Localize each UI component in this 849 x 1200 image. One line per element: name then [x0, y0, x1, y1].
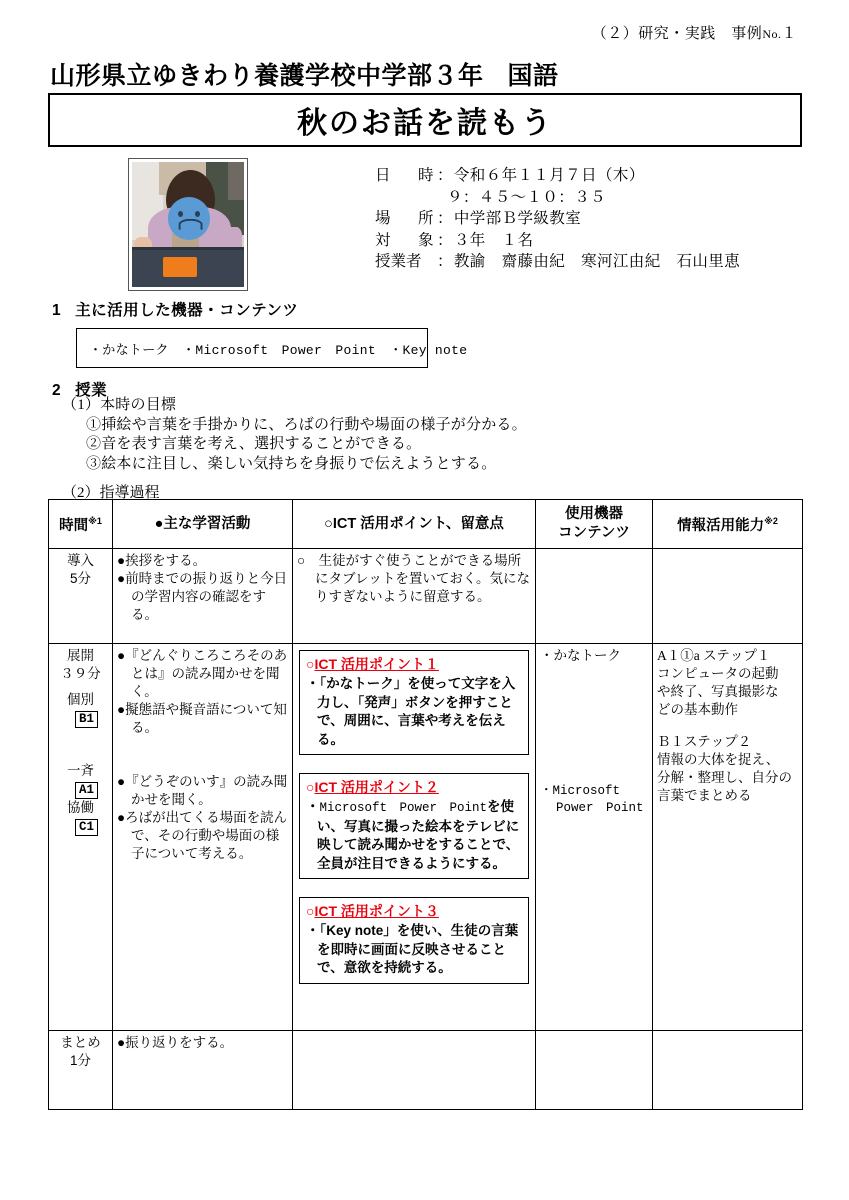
- activity-item: ●ろばが出てくる場面を読んで、その行動や場面の様子について考える。: [117, 810, 288, 861]
- skill-badge-a1: A1: [75, 782, 98, 799]
- activity-item: ●『どうぞのいす』の読み聞かせを聞く。: [117, 774, 288, 807]
- activity-item: ●挨拶をする。: [117, 553, 207, 568]
- time-duration: 5分: [69, 571, 91, 586]
- cell-skill-intro: [653, 549, 803, 644]
- equipment-list: ・かなトーク ・Microsoft Power Point ・Key note: [89, 342, 468, 358]
- time-duration: ３９分: [60, 666, 101, 681]
- ict-point-title-2: [306, 778, 522, 796]
- skill-line: 言葉でまとめる: [657, 788, 752, 803]
- cell-ict-summary: [293, 1031, 536, 1110]
- smiley-eye-right-icon: [195, 211, 200, 217]
- info-row-target: 対 象：３年 １名: [375, 230, 740, 252]
- ict-point-title-text: ICT 活用ポイント１: [314, 656, 439, 672]
- ict-point-body-2: ・Microsoft Power Pointを使い、写真に撮った絵本をテレビに映して読み聞かせをすることで、全員が注目できるようにする。: [306, 799, 520, 871]
- table-row-intro: [49, 549, 803, 644]
- case-number: [592, 22, 797, 43]
- header-time: [49, 500, 113, 549]
- table-row-summary: [49, 1031, 803, 1110]
- mode-label-individual: 個別: [67, 692, 94, 707]
- table-header-row: [49, 500, 803, 549]
- lesson-plan-table: [48, 499, 803, 1110]
- section-2-title: 授業: [75, 382, 108, 399]
- header-skill: [653, 500, 803, 549]
- skill-line: A１①a ステップ１: [657, 648, 771, 663]
- lesson-title-box: [48, 93, 802, 147]
- header-ict: ○ICT 活用ポイント、留意点: [293, 500, 536, 549]
- info-label-place: 場 所: [375, 210, 440, 227]
- info-value-teachers: 教諭 齋藤由紀 寒河江由紀 石山里恵: [453, 253, 741, 270]
- smiley-eye-left-icon: [178, 211, 183, 217]
- cell-ict-main: [293, 644, 536, 1031]
- activity-item: ●振り返りをする。: [117, 1035, 234, 1050]
- activity-item: ●前時までの振り返りと今日の学習内容の確認をする。: [117, 571, 288, 622]
- cell-activity-main: [113, 644, 293, 1031]
- cell-device-summary: [536, 1031, 653, 1110]
- info-label-target: 対 象: [375, 231, 440, 249]
- ict-point-box-1: [299, 650, 529, 755]
- case-number-no-label: No.: [762, 27, 782, 41]
- skill-line: 分解・整理し、自分の: [657, 770, 792, 785]
- activity-item: ●『どんぐりころころそのあとは』の読み聞かせを聞く。: [117, 648, 288, 699]
- skill-line: Ｂ１ステップ２: [657, 734, 752, 749]
- ict-point-marker-icon: ○: [306, 903, 315, 919]
- process-label: （2）指導過程: [62, 485, 160, 501]
- smiley-mouth-icon: [179, 219, 203, 230]
- time-phase-label: 導入: [67, 553, 94, 568]
- header-device-line2: コンテンツ: [558, 525, 630, 541]
- device-item: ・Microsoft: [540, 784, 621, 798]
- header-device: [536, 500, 653, 549]
- school-name: 山形県立ゆきわり養護学校中学部３年: [50, 62, 484, 90]
- info-row-date: 日 時：令和６年１１月７日（木）: [375, 165, 740, 187]
- skill-line: 情報の大体を捉え、: [657, 752, 780, 767]
- ict-point-body-2-text: を使い、写真に撮った絵本をテレビに映して読み聞かせをすることで、全員が注目できるようにする。: [317, 799, 520, 871]
- skill-badge-c1: C1: [75, 819, 98, 836]
- info-value-time: ９：４５〜１０：３５: [447, 188, 607, 206]
- cell-activity-summary: [113, 1031, 293, 1110]
- section-1-heading: [52, 298, 298, 320]
- info-value-target: ３年 １名: [453, 231, 534, 249]
- table-row-main: [49, 644, 803, 1031]
- objective-item: ①挿絵や言葉を手掛かりに、ろばの行動や場面の様子が分かる。: [86, 416, 527, 433]
- ict-point-title-1: [306, 655, 522, 673]
- mode-label-collaborative: 協働: [67, 800, 94, 815]
- cell-device-main: [536, 644, 653, 1031]
- skill-line: や終了、写真撮影な: [657, 684, 779, 699]
- lesson-info-list: [375, 165, 740, 273]
- ict-point-body-1: ・「かなトーク」を使って文字を入力し、「発声」ボタンを押すことで、周囲に、言葉や考えを伝える。: [306, 676, 516, 747]
- header-time-label: 時間: [59, 517, 89, 534]
- classroom-photo: [128, 158, 248, 291]
- header-time-footnote: ※1: [88, 516, 102, 527]
- ict-point-box-3: [299, 897, 529, 984]
- case-number-value: １: [781, 26, 797, 42]
- subject-name: 国語: [507, 63, 559, 90]
- section-1-title: 主に活用した機器・コンテンツ: [75, 302, 299, 319]
- time-duration: 1分: [69, 1053, 91, 1068]
- info-label-teachers: 授業者: [375, 253, 422, 270]
- privacy-mask-smiley-icon: [168, 197, 211, 240]
- photo-background-right-upper: [228, 162, 244, 200]
- cell-time-summary: [49, 1031, 113, 1110]
- ict-point-title-3: [306, 902, 522, 920]
- info-row-time: [375, 187, 740, 209]
- photo-content: [132, 162, 244, 287]
- ict-note: ○ 生徒がすぐ使うことができる場所にタブレットを置いておく。気になりすぎないように留意する。: [297, 553, 531, 604]
- objectives-label: （1）本時の目標: [62, 397, 177, 413]
- objectives-block: [52, 396, 527, 474]
- skill-line: コンピュータの起動: [657, 666, 779, 681]
- skill-line: どの基本動作: [657, 702, 738, 717]
- objective-item: ②音を表す言葉を考え、選択することができる。: [86, 436, 422, 452]
- time-phase-label: 展開: [67, 648, 94, 663]
- case-number-text: （２）研究・実践 事例: [591, 26, 763, 42]
- info-row-place: 場 所：中学部Ｂ学級教室: [375, 208, 740, 230]
- ict-point-box-2: [299, 773, 529, 879]
- cell-time-intro: [49, 549, 113, 644]
- section-2-number: 2: [52, 382, 62, 399]
- cell-activity-intro: [113, 549, 293, 644]
- info-label-date: 日 時: [375, 167, 440, 184]
- ict-point-body-2-app: Microsoft Power Point: [319, 801, 488, 815]
- photo-tablet-stand: [163, 257, 197, 277]
- header-device-line1: 使用機器: [565, 506, 623, 522]
- equipment-box: [76, 328, 468, 368]
- cell-skill-main: [653, 644, 803, 1031]
- lesson-title: 秋のお話を読もう: [297, 107, 553, 140]
- device-item-cont: Power Point: [556, 801, 644, 815]
- header-skill-label: 情報活用能力: [677, 517, 765, 534]
- activity-item: ●擬態語や擬音語について知る。: [117, 702, 287, 735]
- section-1-number: 1: [52, 302, 62, 319]
- mode-label-whole-class: 一斉: [67, 763, 94, 778]
- ict-point-title-text: ICT 活用ポイント３: [314, 903, 439, 919]
- ict-point-marker-icon: ○: [306, 779, 315, 795]
- header-skill-footnote: ※2: [764, 516, 778, 527]
- cell-ict-intro: [293, 549, 536, 644]
- time-phase-label: まとめ: [60, 1035, 101, 1050]
- school-name-line: [50, 56, 559, 92]
- cell-skill-summary: [653, 1031, 803, 1110]
- cell-time-main: [49, 644, 113, 1031]
- info-row-teachers: 授業者 ：教諭 齋藤由紀 寒河江由紀 石山里恵: [375, 251, 740, 273]
- objective-item: ③絵本に注目し、楽しい気持ちを身振りで伝えようとする。: [86, 455, 497, 472]
- ict-point-marker-icon: ○: [306, 656, 315, 672]
- header-activity: ●主な学習活動: [113, 500, 293, 549]
- device-item: ・かなトーク: [540, 648, 621, 663]
- ict-point-title-text: ICT 活用ポイント２: [314, 779, 439, 795]
- info-value-place: 中学部Ｂ学級教室: [453, 210, 582, 227]
- skill-badge-b1: B1: [75, 711, 98, 728]
- info-value-date: 令和６年１１月７日（木）: [453, 167, 645, 184]
- cell-device-intro: [536, 549, 653, 644]
- ict-point-body-3: ・「Key note」を使い、生徒の言葉を即時に画面に反映させることで、意欲を持続する。: [306, 923, 519, 975]
